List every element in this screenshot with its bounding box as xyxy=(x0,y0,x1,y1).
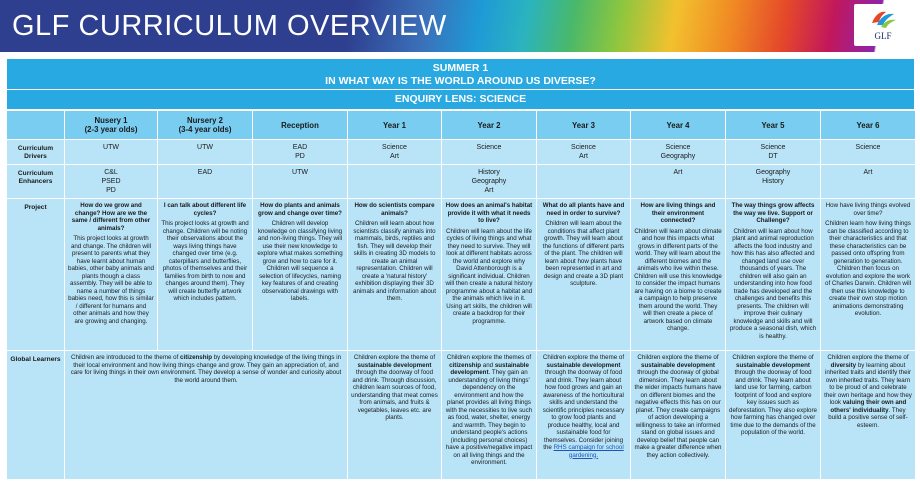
enhancer-cell: History Geography Art xyxy=(442,165,537,199)
row-label-drivers: Curriculum Drivers xyxy=(7,140,65,165)
page-title: GLF CURRICULUM OVERVIEW xyxy=(12,10,447,42)
driver-cell: Science DT xyxy=(726,140,821,165)
row-label-enhancers: Curriculum Enhancers xyxy=(7,165,65,199)
enhancer-cell: Art xyxy=(821,165,916,199)
year-header-row xyxy=(7,111,916,140)
enhancer-cell: Art xyxy=(631,165,726,199)
col-header-year-5: Year 5 xyxy=(726,111,821,140)
project-cell: How do we grow and change? How are we the same / different from other animals? This project looks at growth and change. The children will present to parents what they have learnt about human babies, other baby animals and plants though a class assembly. They will be able to name a number of things babies need, how this is similar / different for humans and other animals and how they are growing and changing. xyxy=(65,199,158,351)
col-header-year-4: Year 4 xyxy=(631,111,726,140)
term-header xyxy=(6,58,915,90)
driver-cell: Science Geography xyxy=(631,140,726,165)
col-header-year-1: Year 1 xyxy=(348,111,442,140)
col-header-reception: Reception xyxy=(253,111,348,140)
driver-cell: Science xyxy=(442,140,537,165)
header-banner xyxy=(0,0,920,52)
enhancer-cell: Geography History xyxy=(726,165,821,199)
corner-cell xyxy=(7,111,65,140)
drivers-row xyxy=(7,140,916,165)
term-name: SUMMER 1 xyxy=(432,62,489,74)
col-header-year-6: Year 6 xyxy=(821,111,916,140)
global-cell-eyfs: Children are introduced to the theme of citizenship by developing knowledge of the living things in their local environment and how living things change and grow. They gain an appreciation of, and care for living things in their own environment. They develop a sense of wonder and curiosity about the world around them. xyxy=(65,351,348,480)
col-header-nursery-2: Nursery 2 (3-4 year olds) xyxy=(158,111,253,140)
row-label-global: Global Learners xyxy=(7,351,65,480)
curriculum-table xyxy=(6,110,916,480)
enquiry-lens: ENQUIRY LENS: SCIENCE xyxy=(6,90,915,110)
global-cell-year-5: Children explore the theme of sustainable development through the doorway of food and drink. They learn about land use for farming, carbon footprint of food and explore key issues such as deforestation. They also explore how farming has changed over time due to the demands of the population of the world. xyxy=(726,351,821,480)
enhancers-row xyxy=(7,165,916,199)
project-cell: How are living things and their environment connected? Children will learn about climate and how this impacts what grows in different parts of the world. They will learn about the different biomes and the animals who live within these. Children will use this knowledge to consider the impact humans are having on a biome to create a campaign to help preserve them around the world. They will then create a piece of artwork based on climate change. xyxy=(631,199,726,351)
global-learners-row xyxy=(7,351,916,480)
driver-cell: UTW xyxy=(158,140,253,165)
enhancer-cell xyxy=(537,165,631,199)
enhancer-cell: EAD xyxy=(158,165,253,199)
project-cell: What do all plants have and need in order to survive? Children will learn about the conditions that affect plant growth. They will learn about the functions of different parts of the plant. The children will learn about how plants have been represented in art and design and create a 3D plant sculpture. xyxy=(537,199,631,351)
logo-text: GLF xyxy=(874,31,892,41)
enhancer-cell: C&L PSED PD xyxy=(65,165,158,199)
rhs-campaign-link[interactable]: RHS campaign for school gardening. xyxy=(553,444,624,459)
driver-cell: Science Art xyxy=(348,140,442,165)
project-row xyxy=(7,199,916,351)
project-cell: How do scientists compare animals? Children will learn about how scientists classify animals into mammals, birds, reptiles and fish. They will develop their skills in creating 3D models to create an animal representation. Children will create a 'natural history' exhibition displaying their 3D animals and information about them. xyxy=(348,199,442,351)
driver-cell: Science Art xyxy=(537,140,631,165)
bird-logo-icon xyxy=(868,9,898,31)
enhancer-cell xyxy=(348,165,442,199)
project-cell: How do plants and animals grow and change over time? Children will develop knowledge on classifying living and non-living things. They will use their new knowledge to explore what makes something grow and how to care for it. Children will sequence a selection of lifecycles, naming key features of and creating observational drawings with labels. xyxy=(253,199,348,351)
term-question: IN WHAT WAY IS THE WORLD AROUND US DIVERSE? xyxy=(325,75,596,87)
col-header-nursery-1: Nusery 1 (2-3 year olds) xyxy=(65,111,158,140)
global-cell-year-4: Children explore the theme of sustainable development through the doorway of global dimension. They learn about the wider impacts humans have on different biomes and the negative effects this has on our planet. They create campaigns of action developing a willingness to take an informed stand on global issues and develop belief that people can make a greater difference when they action collectively. xyxy=(631,351,726,480)
project-cell: How does an animal's habitat provide it with what it needs to live? Children will learn about the life cycles of living things and what they need to survive. They will look at different habitats across the world and explore why David Attenborough is a significant individual. Children will then create a natural history programme about a habitat and the animals which live in it. Using art skills, the children will create a backdrop for their programme. xyxy=(442,199,537,351)
enhancer-cell: UTW xyxy=(253,165,348,199)
glf-logo xyxy=(854,4,912,46)
driver-cell: UTW xyxy=(65,140,158,165)
project-cell: I can talk about different life cycles? This project looks at growth and change. Children will be noting their observations about the ways living things have changed over time (e.g. caterpillars and butterflies, photos of themselves and their families from birth to now and changes around them). They will create butterfly artwork which includes pattern. xyxy=(158,199,253,351)
project-cell: The way things grow affects the way we live. Support or Challenge? Children will learn about how plant and animal reproduction affects the food industry and how this has also affected and changed land use over thousands of years. The children will also gain an understanding into how food trade has developed and the challenges and benefits this presents. The children will improve their culinary knowledge and skills and will produce a seasonal dish, which is healthy. xyxy=(726,199,821,351)
project-cell: How have living things evolved over time? Children learn how living things can be classified according to their characteristics and that these characteristics can be passed onto offspring from generation to generation. Children then focus on evolution and explore the work of Charles Darwin. Children will then use this knowledge to create their own stop motion animations demonstrating evolution. xyxy=(821,199,916,351)
row-label-project: Project xyxy=(7,199,65,351)
curriculum-grid xyxy=(6,58,915,480)
global-cell-year-6: Children explore the theme of diversity by learning about inherited traits and identify their own inherited traits. They learn to be proud of and celebrate their own heritage and how they look valuing their own and others' individuality. They build a positive sense of self-esteem. xyxy=(821,351,916,480)
driver-cell: Science xyxy=(821,140,916,165)
global-cell-year-1: Children explore the theme of sustainable development through the doorway of food and drink. Through discussion, children learn sources of food, understanding that meat comes from animals, and fruits & vegetables, leaves etc. are plants. xyxy=(348,351,442,480)
driver-cell: EAD PD xyxy=(253,140,348,165)
col-header-year-2: Year 2 xyxy=(442,111,537,140)
global-cell-year-3: Children explore the theme of sustainable development through the doorway of food and drink. They learn about how food grows and gain an awareness of the horticultural skills and understand the scientific principles necessary to grow food plants and produce healthy, local and sustainable food for themselves. Consider joining the RHS campaign for school gardening. xyxy=(537,351,631,480)
col-header-year-3: Year 3 xyxy=(537,111,631,140)
global-cell-year-2: Children explore the themes of citizenship and sustainable development. They gain an understanding of living things' dependency on the environment and how the planet provides all living things with the necessities to live such as food, water, shelter, energy and warmth. They begin to understand people's actions (including personal choices) have a positive/negative impact on all living things and the environment. xyxy=(442,351,537,480)
